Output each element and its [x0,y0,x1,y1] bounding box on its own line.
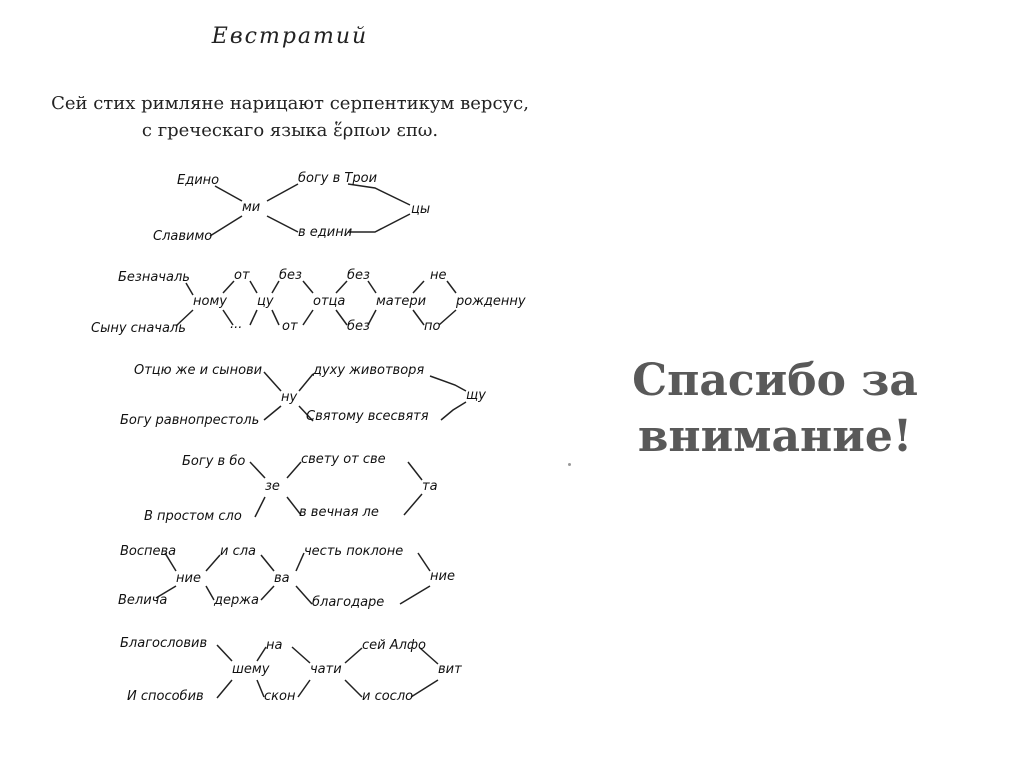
verse-word: Отцю же и сынови [134,363,263,378]
verse-word: щу [466,388,486,403]
verse-word: от [282,319,298,334]
verse-word: ну [281,390,298,405]
page-heading: Евстратий [211,24,369,49]
verse-word: чати [310,662,342,677]
verse-word: Велича [118,593,168,608]
verse-word: не [430,268,447,283]
verse-word: по [424,319,441,334]
verse-word: и сосло [362,689,414,704]
verse-word: без [347,319,370,334]
verse-word: ... [230,317,243,332]
verse-word: духу животворя [313,363,425,378]
verse-word: свету от све [301,452,386,467]
verse-word: Безначаль [118,270,190,285]
verse-word: благодаре [312,595,385,610]
verse-word: матери [376,294,427,309]
verse-word: сей Алфо [362,638,426,653]
verse-word: Богу в бо [182,454,246,469]
verse-word: ми [242,200,261,215]
verse-word: скон [264,689,296,704]
verse-word: без [279,268,302,283]
verse-word: цы [411,202,431,217]
verse-word: В простом сло [144,509,242,524]
verse-word: та [422,479,438,494]
verse-word: ному [193,294,227,309]
verse-word: вит [438,662,462,677]
scan-speck [568,463,571,466]
verse-word: Сыну сначаль [91,321,186,336]
thanks-text: Спасибо за внимание! [632,355,918,462]
verse-word: и сла [220,544,257,559]
verse-word: ние [430,569,455,584]
verse-word: от [234,268,250,283]
verse-word: Богу равнопрестоль [120,413,260,428]
verse-word: Воспева [120,544,177,559]
verse-word: ние [176,571,201,586]
verse-word: в вечная ле [299,505,379,520]
verse-word: в едини [298,225,353,240]
verse-word: ва [274,571,290,586]
verse-word: честь поклоне [304,544,404,559]
verse-word: богу в Трои [298,171,378,186]
intro-line-1: Сей стих римляне нарицают серпентикум версус, [51,93,529,114]
verse-word: И способив [127,689,204,704]
verse-word: рожденну [456,294,526,309]
verse-word: держа [214,593,259,608]
verse-word: Святому всесвятя [306,409,429,424]
verse-word: цу [257,294,274,309]
intro-line-2: с греческаго языка ἕρπων επω. [141,120,439,141]
verse-word: зе [265,479,280,494]
verse-word: Благословив [120,636,208,651]
verse-word: отца [313,294,346,309]
verse-word: Едино [177,173,220,188]
verse-word: без [347,268,370,283]
verse-word: шему [232,662,270,677]
verse-word: Славимо [153,229,213,244]
verse-word: на [266,638,283,653]
